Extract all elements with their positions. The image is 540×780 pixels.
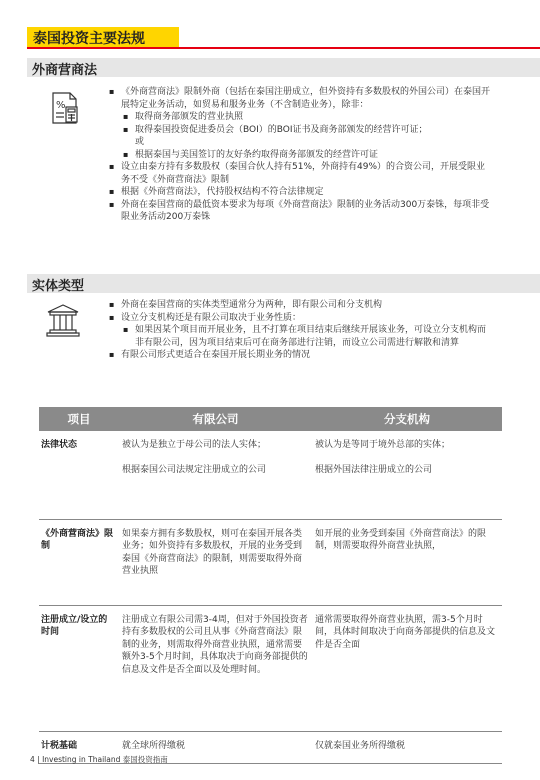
table-header-cell: 分支机构 <box>312 407 502 431</box>
section-list-foreign-business-act <box>107 86 492 224</box>
section-heading-foreign-business-act <box>27 58 540 77</box>
list-item: 或 <box>135 137 145 147</box>
table-row-label: 法律状态 <box>39 431 119 519</box>
building-icon <box>44 302 82 342</box>
list-item: ▪ 设立由泰方持有多数股权（泰国合伙人持有51%，外商持有49%）的合资公司，开展受限业务不受《外商营商法》限制 <box>107 161 492 186</box>
table-row-label: 《外商营商法》限制 <box>39 519 119 605</box>
comparison-table <box>39 407 502 764</box>
page-title-bar <box>27 27 540 49</box>
document-percent-calculator-icon <box>44 88 84 132</box>
table-row-label: 计税基础 <box>39 731 119 763</box>
svg-text:%: % <box>56 100 66 111</box>
table-cell: 注册成立有限公司需3-4周，但对于外国投资者持有多数股权的公司且从事《外商营商法》限制的业务，则需取得外商营业执照，通常需要额外3-5个月时间，具体取决于向商务部提供的信息及文件是否全面以及处理时间。 <box>119 605 312 731</box>
table-cell: 被认为是独立于母公司的法人实体； 根据泰国公司法规定注册成立的公司 <box>119 431 312 519</box>
section-heading-text: 实体类型 <box>32 279 85 294</box>
table-row <box>39 431 502 519</box>
table-cell: 仅就泰国业务所得缴税 <box>312 731 502 763</box>
table-cell: 被认为是等同于境外总部的实体； 根据外国法律注册成立的公司 <box>312 431 502 519</box>
page-title: 泰国投资主要法规 <box>33 31 145 47</box>
list-item: ▪ 设立分支机构还是有限公司取决于业务性质： <box>107 312 492 325</box>
table-cell: 如开展的业务受到泰国《外商营商法》的限制，则需要取得外商营业执照， <box>312 519 502 605</box>
table-cell: 如果泰方拥有多数股权，则可在泰国开展各类业务；如外资持有多数股权，开展的业务受到泰国《外商营商法》的限制，则需要取得外商营业执照 <box>119 519 312 605</box>
section-list-entity-types <box>107 299 492 362</box>
page-footer: 4 | Investing in Thailand 泰国投资指南 <box>30 755 168 764</box>
table-header-cell: 有限公司 <box>119 407 312 431</box>
table-row <box>39 519 502 605</box>
list-item: ▪ 外商在泰国营商的实体类型通常分为两种，即有限公司和分支机构 <box>107 299 492 312</box>
section-heading-entity-types <box>27 274 540 293</box>
list-item: ▪ 取得商务部颁发的营业执照 <box>107 111 492 124</box>
table-row <box>39 605 502 731</box>
section-heading-text: 外商营商法 <box>32 63 98 78</box>
table-row-label: 注册成立/设立的时间 <box>39 605 119 731</box>
table-cell: 就全球所得缴税 <box>119 731 312 763</box>
table-header-row <box>39 407 502 431</box>
list-item: ▪ 根据《外商营商法》，代持股权结构不符合法律规定 <box>107 186 492 199</box>
list-item: ▪ 《外商营商法》限制外商（包括在泰国注册成立，但外资持有多数股权的外国公司）在泰国开展特定业务活动，如贸易和服务业务（不含制造业务），除非： <box>107 86 492 111</box>
table-cell: 通常需要取得外商营业执照，需3-5个月时间，具体时间取决于向商务部提供的信息及文件是否全面 <box>312 605 502 731</box>
list-item: ▪ 外商在泰国营商的最低资本要求为每项《外商营商法》限制的业务活动300万泰铢，每项非受限业务活动200万泰铢 <box>107 199 492 224</box>
list-item: ▪ 有限公司形式更适合在泰国开展长期业务的情况 <box>107 349 492 362</box>
table-header-cell: 项目 <box>39 407 119 431</box>
list-item: ▪ 取得泰国投资促进委员会（BOI）的BOI证书及商务部颁发的经营许可证； <box>107 124 492 137</box>
list-item: ▪ 根据泰国与美国签订的友好条约取得商务部颁发的经营许可证 <box>107 149 492 162</box>
list-item: ▪ 如果因某个项目而开展业务，且不打算在项目结束后继续开展该业务，可设立分支机构而非有限公司，因为项目结束后可在商务部进行注销，而设立公司需进行解散和清算 <box>107 324 492 349</box>
